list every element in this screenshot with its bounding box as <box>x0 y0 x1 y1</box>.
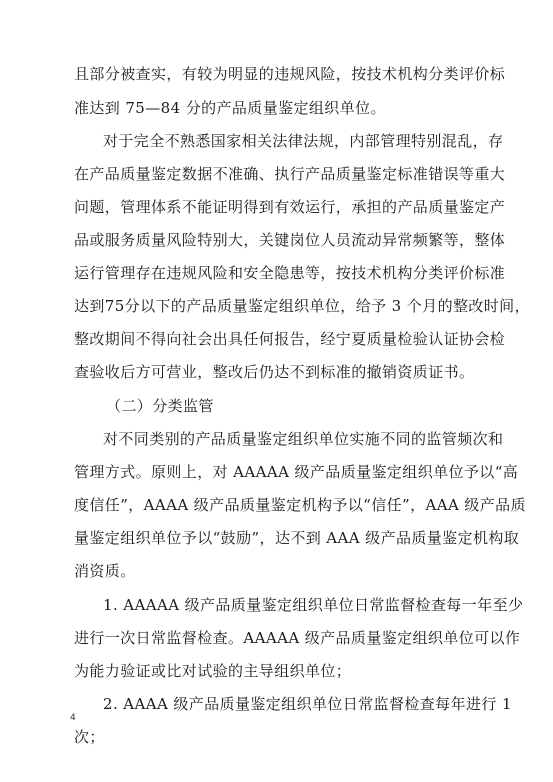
text-line: 且部分被查实，有较为明显的违规风险，按技术机构分类评价标 <box>74 65 506 83</box>
text-line: 消资质。 <box>74 562 136 580</box>
text-line: 整改期间不得向社会出具任何报告，经宁夏质量检验认证协会检 <box>74 330 506 348</box>
text-line: 在产品质量鉴定数据不准确、执行产品质量鉴定标准错误等重大 <box>74 165 506 183</box>
paragraph-first-line: 对不同类别的产品质量鉴定组织单位实施不同的监管频次和 <box>103 430 504 448</box>
text-line: 次； <box>74 728 105 746</box>
text-line: 量鉴定组织单位予以“鼓励”，达不到 AAA 级产品质量鉴定机构取 <box>74 529 520 547</box>
text-line: 进行一次日常监督检查。AAAAA 级产品质量鉴定组织单位可以作 <box>74 629 521 647</box>
text-line: 问题，管理体系不能证明得到有效运行，承担的产品质量鉴定产 <box>74 198 506 216</box>
text-line: 品或服务质量风险特别大，关键岗位人员流动异常频繁等，整体 <box>74 231 506 249</box>
text-line: 达到75分以下的产品质量鉴定组织单位，给予 3 个月的整改时间， <box>74 297 530 315</box>
text-line: 为能力验证或比对试验的主导组织单位； <box>74 662 352 680</box>
list-item-first-line: 2. AAAA 级产品质量鉴定组织单位日常监督检查每年进行 1 <box>103 695 512 713</box>
section-heading: （二）分类监管 <box>106 397 214 415</box>
list-item-first-line: 1. AAAAA 级产品质量鉴定组织单位日常监督检查每一年至少 <box>103 596 524 614</box>
text-line: 管理方式。原则上，对 AAAAA 级产品质量鉴定组织单位予以“高 <box>74 463 519 481</box>
text-line: 度信任”，AAAA 级产品质量鉴定机构予以“信任”，AAA 级产品质 <box>74 496 526 514</box>
paragraph-first-line: 对于完全不熟悉国家相关法律法规，内部管理特别混乱，存 <box>103 132 504 150</box>
text-line: 运行管理存在违规风险和安全隐患等，按技术机构分类评价标准 <box>74 264 506 282</box>
text-line: 查验收后方可营业，整改后仍达不到标准的撤销资质证书。 <box>74 363 475 381</box>
page-number: 4 <box>70 713 76 723</box>
text-line: 准达到 75—84 分的产品质量鉴定组织单位。 <box>74 99 386 117</box>
